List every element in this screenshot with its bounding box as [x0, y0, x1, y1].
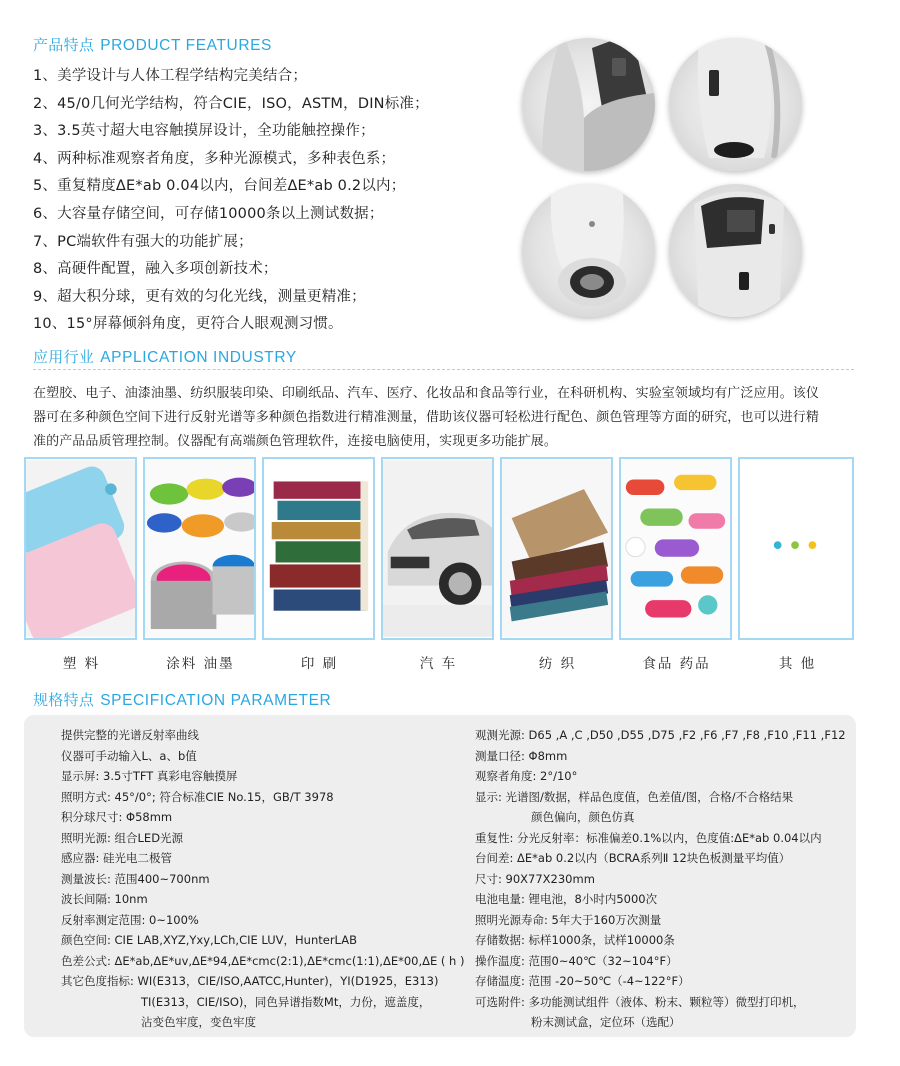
specs-heading — [33, 689, 331, 710]
features-heading-en: PRODUCT FEATURES — [100, 37, 272, 54]
spec-row: 存储温度: 范围 -20~50℃（-4~122°F） — [475, 974, 690, 988]
application-description — [33, 382, 861, 454]
application-heading — [33, 346, 297, 367]
industry-image-others — [738, 457, 854, 640]
industry-label-paint: 涂料 油墨 — [166, 656, 235, 672]
spec-row: 粉末测试盒，定位环（选配） — [531, 1015, 681, 1029]
spec-row: 颜色空间: CIE LAB,XYZ,Yxy,LCh,CIE LUV，HunterLAB — [61, 933, 357, 947]
features-heading-cn: 产品特点 — [33, 36, 95, 54]
spec-row: 尺寸: 90X77X230mm — [475, 871, 595, 886]
feature-item: 3、3.5英寸超大电容触摸屏设计，全功能触控操作； — [33, 123, 375, 140]
features-list — [33, 63, 503, 339]
industry-label-food-medicine: 食品 药品 — [642, 656, 711, 672]
feature-item: 6、大容量存储空间，可存储10000条以上测试数据； — [33, 205, 384, 222]
feature-item: 2、45/0几何光学结构，符合CIE，ISO，ASTM，DIN标准； — [33, 95, 429, 112]
spec-row: 测量波长: 范围400~700nm — [61, 871, 210, 886]
spec-row: 积分球尺寸: Φ58mm — [61, 810, 173, 824]
spec-row: 照明方式: 45°/0°; 符合标准CIE No.15，GB/T 3978 — [61, 789, 334, 804]
spec-row: 照明光源寿命: 5年大于160万次测量 — [475, 912, 662, 927]
device-photo-top-right — [669, 38, 802, 171]
industry-image-car — [381, 457, 494, 640]
industry-label-textiles: 纺 织 — [538, 656, 577, 672]
industry-image-pills — [619, 457, 732, 640]
industry-label-plastics: 塑 料 — [62, 656, 101, 672]
industry-label-printing: 印 刷 — [300, 656, 339, 672]
specs-panel — [24, 715, 856, 1037]
spec-row: 颜色偏向，颜色仿真 — [531, 810, 635, 824]
industry-tiles — [24, 457, 856, 640]
spec-row: 显示: 光谱图/数据，样品色度值，色差值/图，合格/不合格结果 — [475, 789, 794, 804]
industry-image-textiles — [500, 457, 613, 640]
feature-item: 4、两种标准观察者角度，多种光源模式，多种表色系； — [33, 150, 396, 167]
device-photo-bottom-right — [669, 184, 802, 317]
application-text-line: 准的产品品质管理控制。仪器配有高端颜色管理软件，连接电脑使用，实现更多功能扩展。 — [33, 434, 558, 449]
spec-row: 操作温度: 范围0~40℃（32~104°F） — [475, 953, 678, 968]
spec-row: TI(E313，CIE/ISO)，同色异谱指数Mt，力份，遮盖度， — [141, 994, 431, 1009]
industry-label-others: 其 他 — [778, 656, 817, 672]
feature-item: 8、高硬件配置，融入多项创新技术； — [33, 261, 278, 278]
application-heading-cn: 应用行业 — [33, 348, 95, 366]
features-heading — [33, 34, 272, 55]
spec-row: 反射率测定范围: 0~100% — [61, 912, 199, 927]
feature-item: 7、PC端软件有强大的功能扩展； — [33, 233, 253, 250]
spec-row: 波长间隔: 10nm — [61, 892, 148, 906]
feature-item: 9、超大积分球，更有效的匀化光线，测量更精准； — [33, 288, 366, 305]
spec-row: 可选附件: 多功能测试组件（液体、粉末、颗粒等）微型打印机， — [475, 994, 805, 1009]
spec-row: 存储数据: 标样1000条，试样10000条 — [475, 933, 675, 947]
spec-row: 仪器可手动输入L、a、b值 — [61, 748, 197, 763]
spec-row: 感应器: 硅光电二极管 — [61, 851, 173, 865]
specs-heading-en: SPECIFICATION PARAMETER — [100, 692, 332, 709]
application-divider — [33, 369, 854, 370]
spec-row: 照明光源: 组合LED光源 — [61, 830, 184, 845]
specs-right-column — [475, 725, 846, 1033]
spec-row: 色差公式: ΔE*ab,ΔE*uv,ΔE*94,ΔE*cmc(2:1),ΔE*cmc(1:1),ΔE*00,ΔE ( h ) — [61, 953, 465, 968]
spec-row: 台间差: ΔE*ab 0.2以内（BCRA系列Ⅱ 12块色板测量平均值） — [475, 851, 791, 865]
application-text-line: 器可在多种颜色空间下进行反射光谱等多种颜色指数进行精准测量，借助该仪器可轻松进行配色、颜色管理等方面的研究，也可以进行精 — [33, 410, 820, 425]
feature-item: 1、美学设计与人体工程学结构完美结合； — [33, 68, 308, 84]
feature-item: 5、重复精度ΔE*ab 0.04以内，台间差ΔE*ab 0.2以内； — [33, 178, 406, 195]
spec-row: 提供完整的光谱反射率曲线 — [61, 728, 199, 742]
application-heading-en: APPLICATION INDUSTRY — [100, 349, 297, 366]
industry-image-plastics — [24, 457, 137, 640]
industry-label-automotive: 汽 车 — [419, 656, 458, 672]
application-text-line: 在塑胶、电子、油漆油墨、纺织服装印染、印刷纸品、汽车、医疗、化妆品和食品等行业，在科研机构、实验室领域均有广泛应用。该仪 — [33, 386, 820, 401]
spec-row: 沾变色牢度，变色牢度 — [141, 1015, 256, 1029]
spec-row: 显示屏: 3.5寸TFT 真彩电容触摸屏 — [61, 769, 238, 783]
industry-image-paint — [143, 457, 256, 640]
spec-row: 重复性: 分光反射率：标准偏差0.1%以内，色度值:ΔE*ab 0.04以内 — [475, 830, 822, 845]
feature-item: 10、15°屏幕倾斜角度，更符合人眼观测习惯。 — [33, 316, 343, 333]
device-photo-bottom-left — [522, 184, 655, 317]
device-photo-top-left — [522, 38, 655, 171]
spec-row: 观测光源: D65 ,A ,C ,D50 ,D55 ,D75 ,F2 ,F6 ,F7 ,F8 ,F10 ,F11 ,F12 — [475, 728, 846, 742]
spec-row: 电池电量: 锂电池，8小时内5000次 — [475, 892, 658, 906]
specs-heading-cn: 规格特点 — [33, 691, 95, 709]
industry-image-books — [262, 457, 375, 640]
spec-row: 观察者角度: 2°/10° — [475, 769, 578, 783]
spec-row: 其它色度指标: WI(E313，CIE/ISO,AATCC,Hunter)，YI(D1925，E313) — [61, 974, 439, 988]
spec-row: 测量口径: Φ8mm — [475, 748, 568, 763]
specs-left-column — [61, 725, 465, 1033]
